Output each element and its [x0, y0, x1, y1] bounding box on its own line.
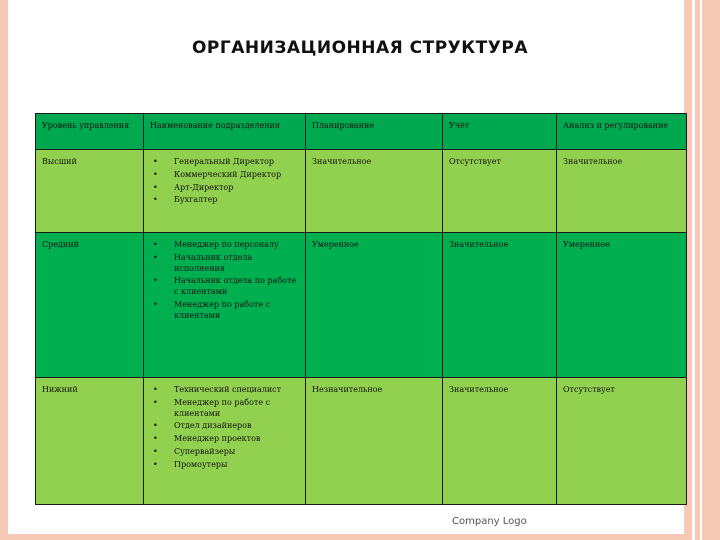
unit-item: • Арт-Директор: [150, 183, 300, 194]
header-planning: Планирование: [306, 114, 443, 150]
cell-planning: Значительное: [306, 150, 443, 233]
table-header-row: [36, 114, 687, 150]
cell-accounting: Значительное: [443, 233, 557, 378]
unit-item: • Технический специалист: [150, 385, 300, 396]
unit-item: • Бухгалтер: [150, 195, 300, 206]
unit-item: • Менеджер проектов: [150, 434, 300, 445]
header-unit: Наименование подразделения: [144, 114, 306, 150]
unit-item: • Менеджер по персоналу: [150, 240, 300, 251]
table-row: [36, 233, 687, 378]
header-accounting: Учёт: [443, 114, 557, 150]
unit-list: [150, 240, 300, 322]
unit-list: [150, 385, 300, 471]
unit-item: • Генеральный Директор: [150, 157, 300, 168]
unit-item: • Начальник отдела исполнения: [150, 253, 300, 275]
cell-planning: Незначительное: [306, 378, 443, 505]
cell-analysis: Умеренное: [557, 233, 687, 378]
cell-level: Нижний: [36, 378, 144, 505]
header-analysis: Анализ и регулирование: [557, 114, 687, 150]
frame-stripe: [700, 0, 702, 540]
cell-units: [144, 150, 306, 233]
company-logo: Company Logo: [452, 516, 527, 527]
cell-analysis: Значительное: [557, 150, 687, 233]
unit-item: • Начальник отдела по работе с клиентами: [150, 276, 300, 298]
unit-item: • Коммерческий Директор: [150, 170, 300, 181]
cell-level: Высший: [36, 150, 144, 233]
org-structure-table: [35, 113, 687, 505]
unit-item: • Супервайзеры: [150, 447, 300, 458]
cell-planning: Умеренное: [306, 233, 443, 378]
unit-list: [150, 157, 300, 206]
cell-units: [144, 378, 306, 505]
unit-item: • Отдел дизайнеров: [150, 421, 300, 432]
cell-accounting: Отсутствует: [443, 150, 557, 233]
table-row: [36, 378, 687, 505]
cell-units: [144, 233, 306, 378]
unit-item: • Менеджер по работе с клиентами: [150, 398, 300, 420]
slide-title: ОРГАНИЗАЦИОННАЯ СТРУКТУРА: [191, 38, 528, 58]
table-row: [36, 150, 687, 233]
header-level: Уровень управления: [36, 114, 144, 150]
cell-accounting: Значительное: [443, 378, 557, 505]
unit-item: • Промоутеры: [150, 460, 300, 471]
cell-level: Средний: [36, 233, 144, 378]
frame-stripe: [692, 0, 695, 540]
cell-analysis: Отсутствует: [557, 378, 687, 505]
unit-item: • Менеджер по работе с клиентами: [150, 300, 300, 322]
